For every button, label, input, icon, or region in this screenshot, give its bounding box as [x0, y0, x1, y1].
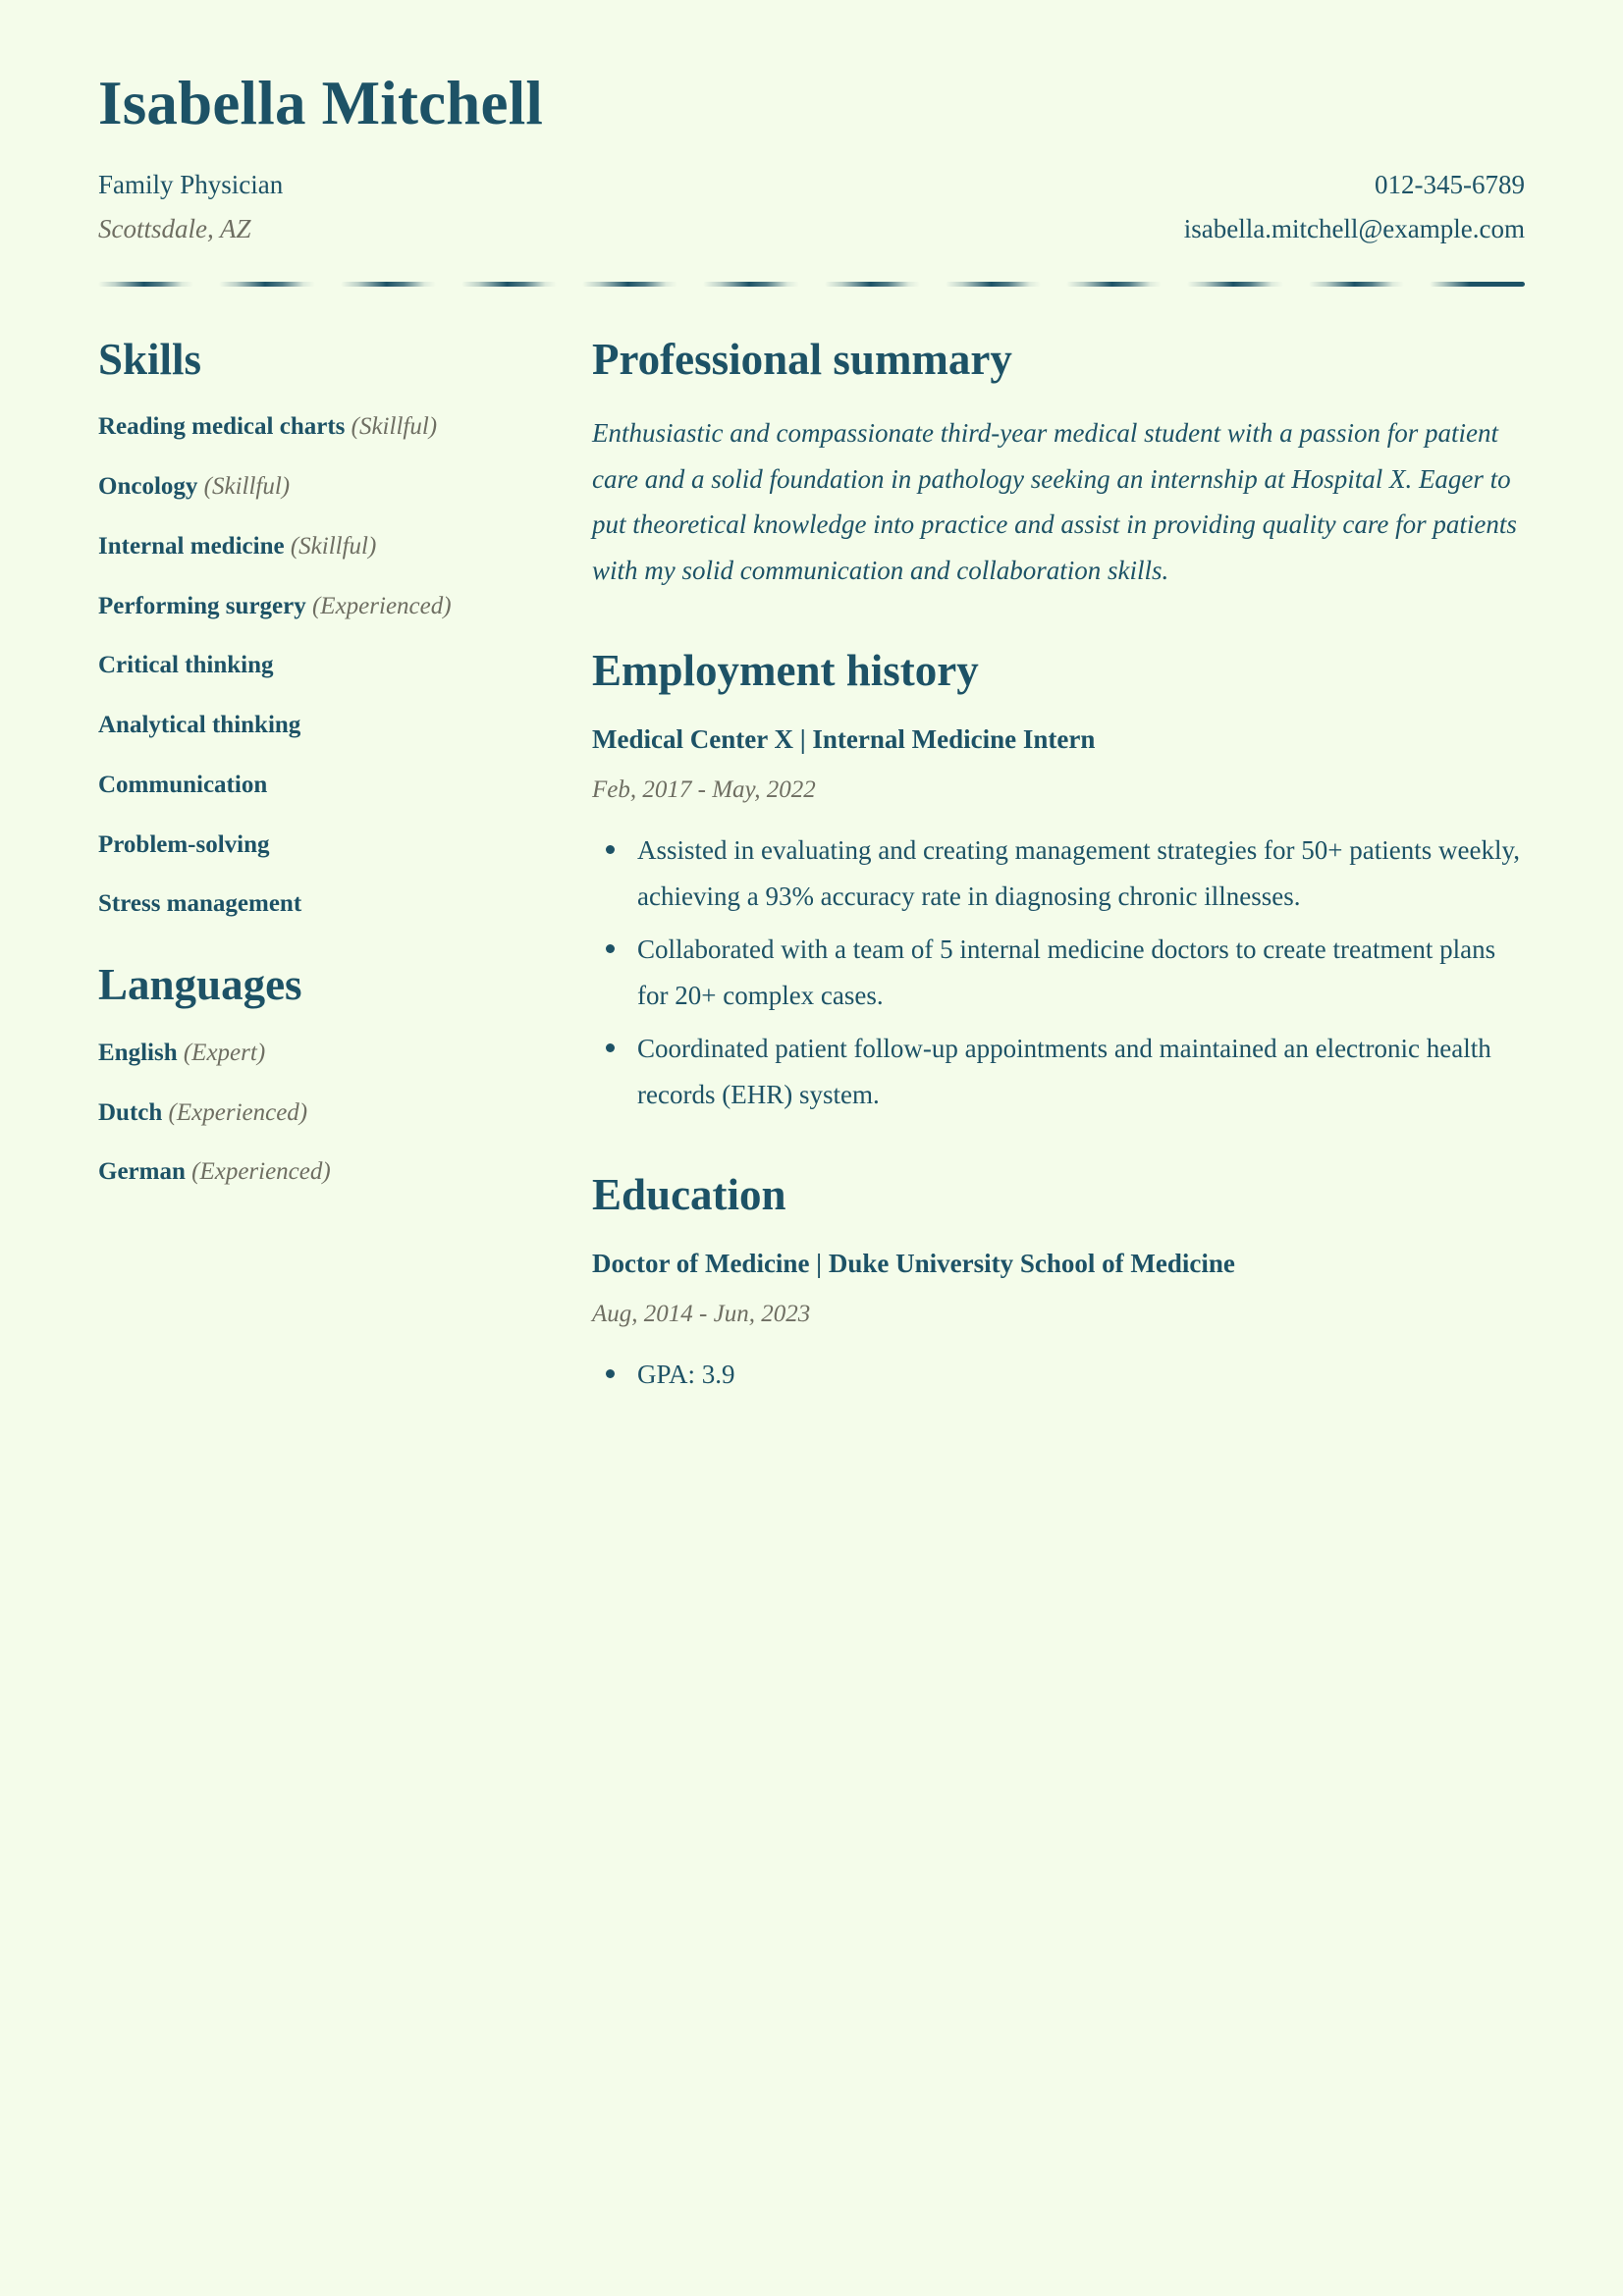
education-title: Doctor of Medicine | Duke University School of Medicine: [592, 1248, 1235, 1278]
divider-dash: [341, 282, 436, 287]
skill-name: Critical thinking: [98, 652, 274, 679]
list-item: [98, 1037, 560, 1070]
education-bullets: [592, 1352, 1525, 1397]
skill-name: Oncology: [98, 473, 198, 501]
skill-name: Reading medical charts: [98, 413, 346, 441]
skill-name: Internal medicine: [98, 532, 285, 560]
employment-bullets: [592, 828, 1525, 1117]
divider-dash: [219, 282, 314, 287]
education-section: [592, 1170, 1525, 1398]
summary-text: Enthusiastic and compassionate third-year medical student with a passion for patient care and a solid foundation in pathology seeking an internship at Hospital X. Eager to put theoretical knowledge into practice and assist in providing quality care for patients with my solid communication and collaboration skills.: [592, 418, 1517, 585]
languages-heading: Languages: [98, 960, 302, 1010]
education-entry: [592, 1247, 1525, 1398]
list-item: [98, 1155, 560, 1189]
job-title: Family Physician: [98, 169, 284, 199]
skills-section: [98, 335, 560, 922]
skills-list: [98, 410, 560, 921]
language-name: German: [98, 1158, 186, 1186]
list-item: [98, 649, 560, 682]
header-row-secondary: [98, 214, 1525, 244]
candidate-name: Isabella Mitchell: [98, 69, 544, 137]
employment-entry: [592, 722, 1525, 1117]
language-name: Dutch: [98, 1098, 163, 1126]
skills-heading: Skills: [98, 334, 202, 384]
list-item: [98, 887, 560, 921]
employment-section: [592, 646, 1525, 1117]
list-item: [98, 590, 560, 623]
language-level: (Expert): [183, 1039, 266, 1066]
languages-section: [98, 960, 560, 1189]
education-date: Aug, 2014 - Jun, 2023: [592, 1300, 811, 1327]
skill-name: Analytical thinking: [98, 712, 301, 739]
header-row-primary: [98, 170, 1525, 200]
divider-dash: [946, 282, 1041, 287]
skill-level: (Skillful): [351, 413, 438, 441]
divider-dash: [582, 282, 677, 287]
divider-dash: [1187, 282, 1282, 287]
list-item: [98, 410, 560, 444]
divider-dash: [1430, 282, 1525, 287]
summary-section: [592, 335, 1525, 594]
divider-dash: [703, 282, 798, 287]
skill-name: Problem-solving: [98, 830, 270, 858]
list-item: GPA: 3.9: [592, 1352, 1525, 1397]
location: Scottsdale, AZ: [98, 213, 251, 243]
divider-dash: [1066, 282, 1162, 287]
header-divider: [98, 278, 1525, 292]
employment-date: Feb, 2017 - May, 2022: [592, 775, 816, 803]
language-level: (Experienced): [191, 1158, 331, 1186]
list-item: [98, 769, 560, 802]
main-column: [560, 335, 1525, 1398]
email-address[interactable]: isabella.mitchell@example.com: [1183, 213, 1525, 243]
employment-heading: Employment history: [592, 646, 979, 696]
skill-name: Stress management: [98, 890, 302, 918]
language-level: (Experienced): [168, 1098, 308, 1126]
resume-columns: [98, 335, 1525, 1398]
employment-title: Medical Center X | Internal Medicine Intern: [592, 723, 1096, 754]
skill-level: (Experienced): [311, 592, 452, 619]
section-spacer: [98, 921, 560, 960]
list-item: [98, 470, 560, 504]
divider-dash: [825, 282, 920, 287]
header-details: [98, 170, 1525, 244]
divider-dash: [98, 282, 193, 287]
list-item: [98, 1096, 560, 1130]
education-heading: Education: [592, 1170, 786, 1220]
list-item: [98, 828, 560, 862]
skill-level: (Skillful): [203, 473, 291, 501]
languages-list: [98, 1037, 560, 1189]
skill-name: Performing surgery: [98, 592, 306, 619]
list-item: [98, 530, 560, 563]
list-item: Assisted in evaluating and creating management strategies for 50+ patients weekly, achieving a 93% accuracy rate in diagnosing chronic illnesses.: [592, 828, 1525, 919]
language-name: English: [98, 1039, 178, 1066]
phone-number[interactable]: 012-345-6789: [1375, 169, 1525, 199]
skill-name: Communication: [98, 771, 268, 798]
list-item: [98, 709, 560, 742]
summary-heading: Professional summary: [592, 334, 1012, 384]
skill-level: (Skillful): [290, 532, 377, 560]
divider-dash: [1309, 282, 1404, 287]
list-item: Coordinated patient follow-up appointments and maintained an electronic health records (EHR) system.: [592, 1026, 1525, 1117]
divider-dash: [461, 282, 557, 287]
resume-header: [98, 69, 1525, 292]
sidebar-column: [98, 335, 560, 1190]
list-item: Collaborated with a team of 5 internal medicine doctors to create treatment plans for 20+ complex cases.: [592, 927, 1525, 1018]
